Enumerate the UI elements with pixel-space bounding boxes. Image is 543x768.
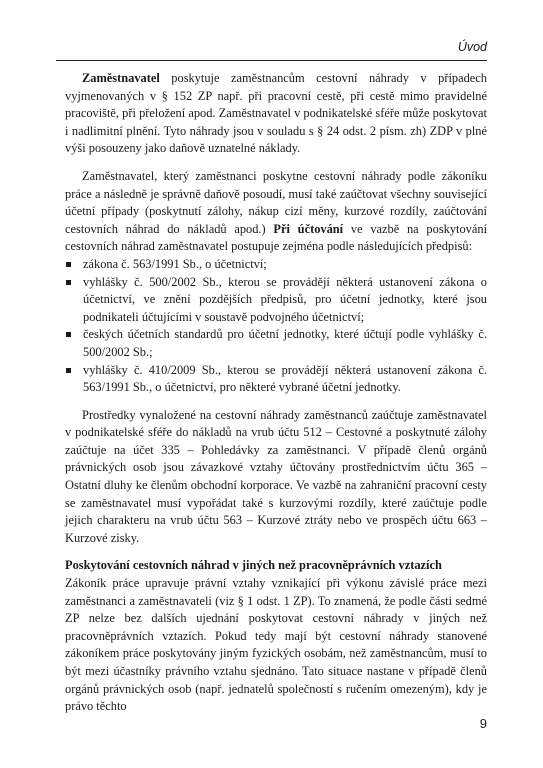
list-item: vyhlášky č. 410/2009 Sb., kterou se provádějí některá ustanovení zákona č. 563/1991 Sb., o účetnictví, pro některé vybrané účetní jednotky. (65, 362, 487, 397)
regulations-list (65, 256, 487, 397)
paragraph-expenses: Prostředky vynaložené na cestovní náhrady zaměstnanců zaúčtuje zaměstnavatel v podnikatelské sféře do nákladů na vrub účtu 512 – Cestovné a poskytnuté zálohy zaúčtuje na účet 335 – Pohledávky za zaměstnanci. V případě členů orgánů právnických osob jsou závazkové vztahy účtovány prostřednictvím účtu 365 – Ostatní dluhy ke členům obchodní korporace. Ve vazbě na zahraniční pracovní cesty se zaměstnavatel musí vypořádat také s kurzovými rozdíly, které zaúčtuje podle jejich charakteru na vrub účtu 563 – Kurzové ztráty nebo ve prospěch účtu 663 – Kurzové zisky. (65, 407, 487, 545)
header-rule (56, 60, 487, 61)
paragraph-text-after: ve vazbě na poskytování cestovních náhrad zaměstnavatel postupuje zejména podle následujících předpisů: (65, 221, 488, 254)
list-item: zákona č. 563/1991 Sb., o účetnictví; (65, 256, 487, 274)
paragraph-section: Zákoník práce upravuje právní vztahy vznikající při výkonu závislé práce mezi zaměstnanci a zaměstnavateli (viz § 1 odst. 1 ZP). To znamená, že podle části sedmé ZP nelze bez dalších ujednání poskytovat cestovní náhrady v jiných než pracovněprávních vztazích. Pokud tedy mají být cestovní náhrady stanovené zákoníkem práce poskytovány jiným fyzických osobám, než zaměstnancům, musí to být mezi účastníky právního vztahu sjednáno. Tato situace nastane v případě členů orgánů právnických osob (např. jednatelů společností s ručením omezeným), kdy je právo těchto (65, 576, 487, 714)
section-heading: Poskytování cestovních náhrad v jiných než pracovněprávních vztazích (65, 558, 442, 573)
paragraph-text: Zaměstnavatel, který zaměstnanci poskytne cestovní náhrady podle zákoníku práce a následně je správně daňově posoudí, musí také zaúčtovat všechny související účetní případy (poskytnutí zálohy, nákup cizí měny, kurzové rozdíly, zaúčtování cestovních náhrad do nákladů apod.) (65, 168, 487, 236)
paragraph-employer (65, 70, 487, 158)
paragraph-bold-term: Při účtování (273, 221, 344, 236)
paragraph-lead-term: Zaměstnavatel (82, 71, 160, 85)
running-header: Úvod (457, 40, 487, 54)
list-item: českých účetních standardů pro účetní jednotky, které účtují podle vyhlášky č. 500/2002 Sb.; (65, 326, 487, 361)
list-item: vyhlášky č. 500/2002 Sb., kterou se provádějí některá ustanovení zákona o účetnictví, ve znění pozdějších předpisů, pro účetní jednotky, které jsou podnikateli účtujícími v soustavě podvojného účetnictví; (65, 274, 487, 327)
page-body (65, 70, 487, 716)
page-number: 9 (479, 716, 487, 731)
paragraph-text: poskytuje zaměstnancům cestovní náhrady v případech vyjmenovaných v § 152 ZP např. při pracovní cestě, při cestě mimo pravidelné pracoviště, při přeložení apod. Zaměstnavatel v podnikatelské sféře může poskytovat i nadlimitní plnění. Tyto náhrady jsou v souladu s § 24 odst. 2 písm. zh) ZDP v plné výši posouzeny jako daňově uznatelné náklady. (65, 71, 487, 156)
paragraph-accounting (65, 168, 487, 256)
